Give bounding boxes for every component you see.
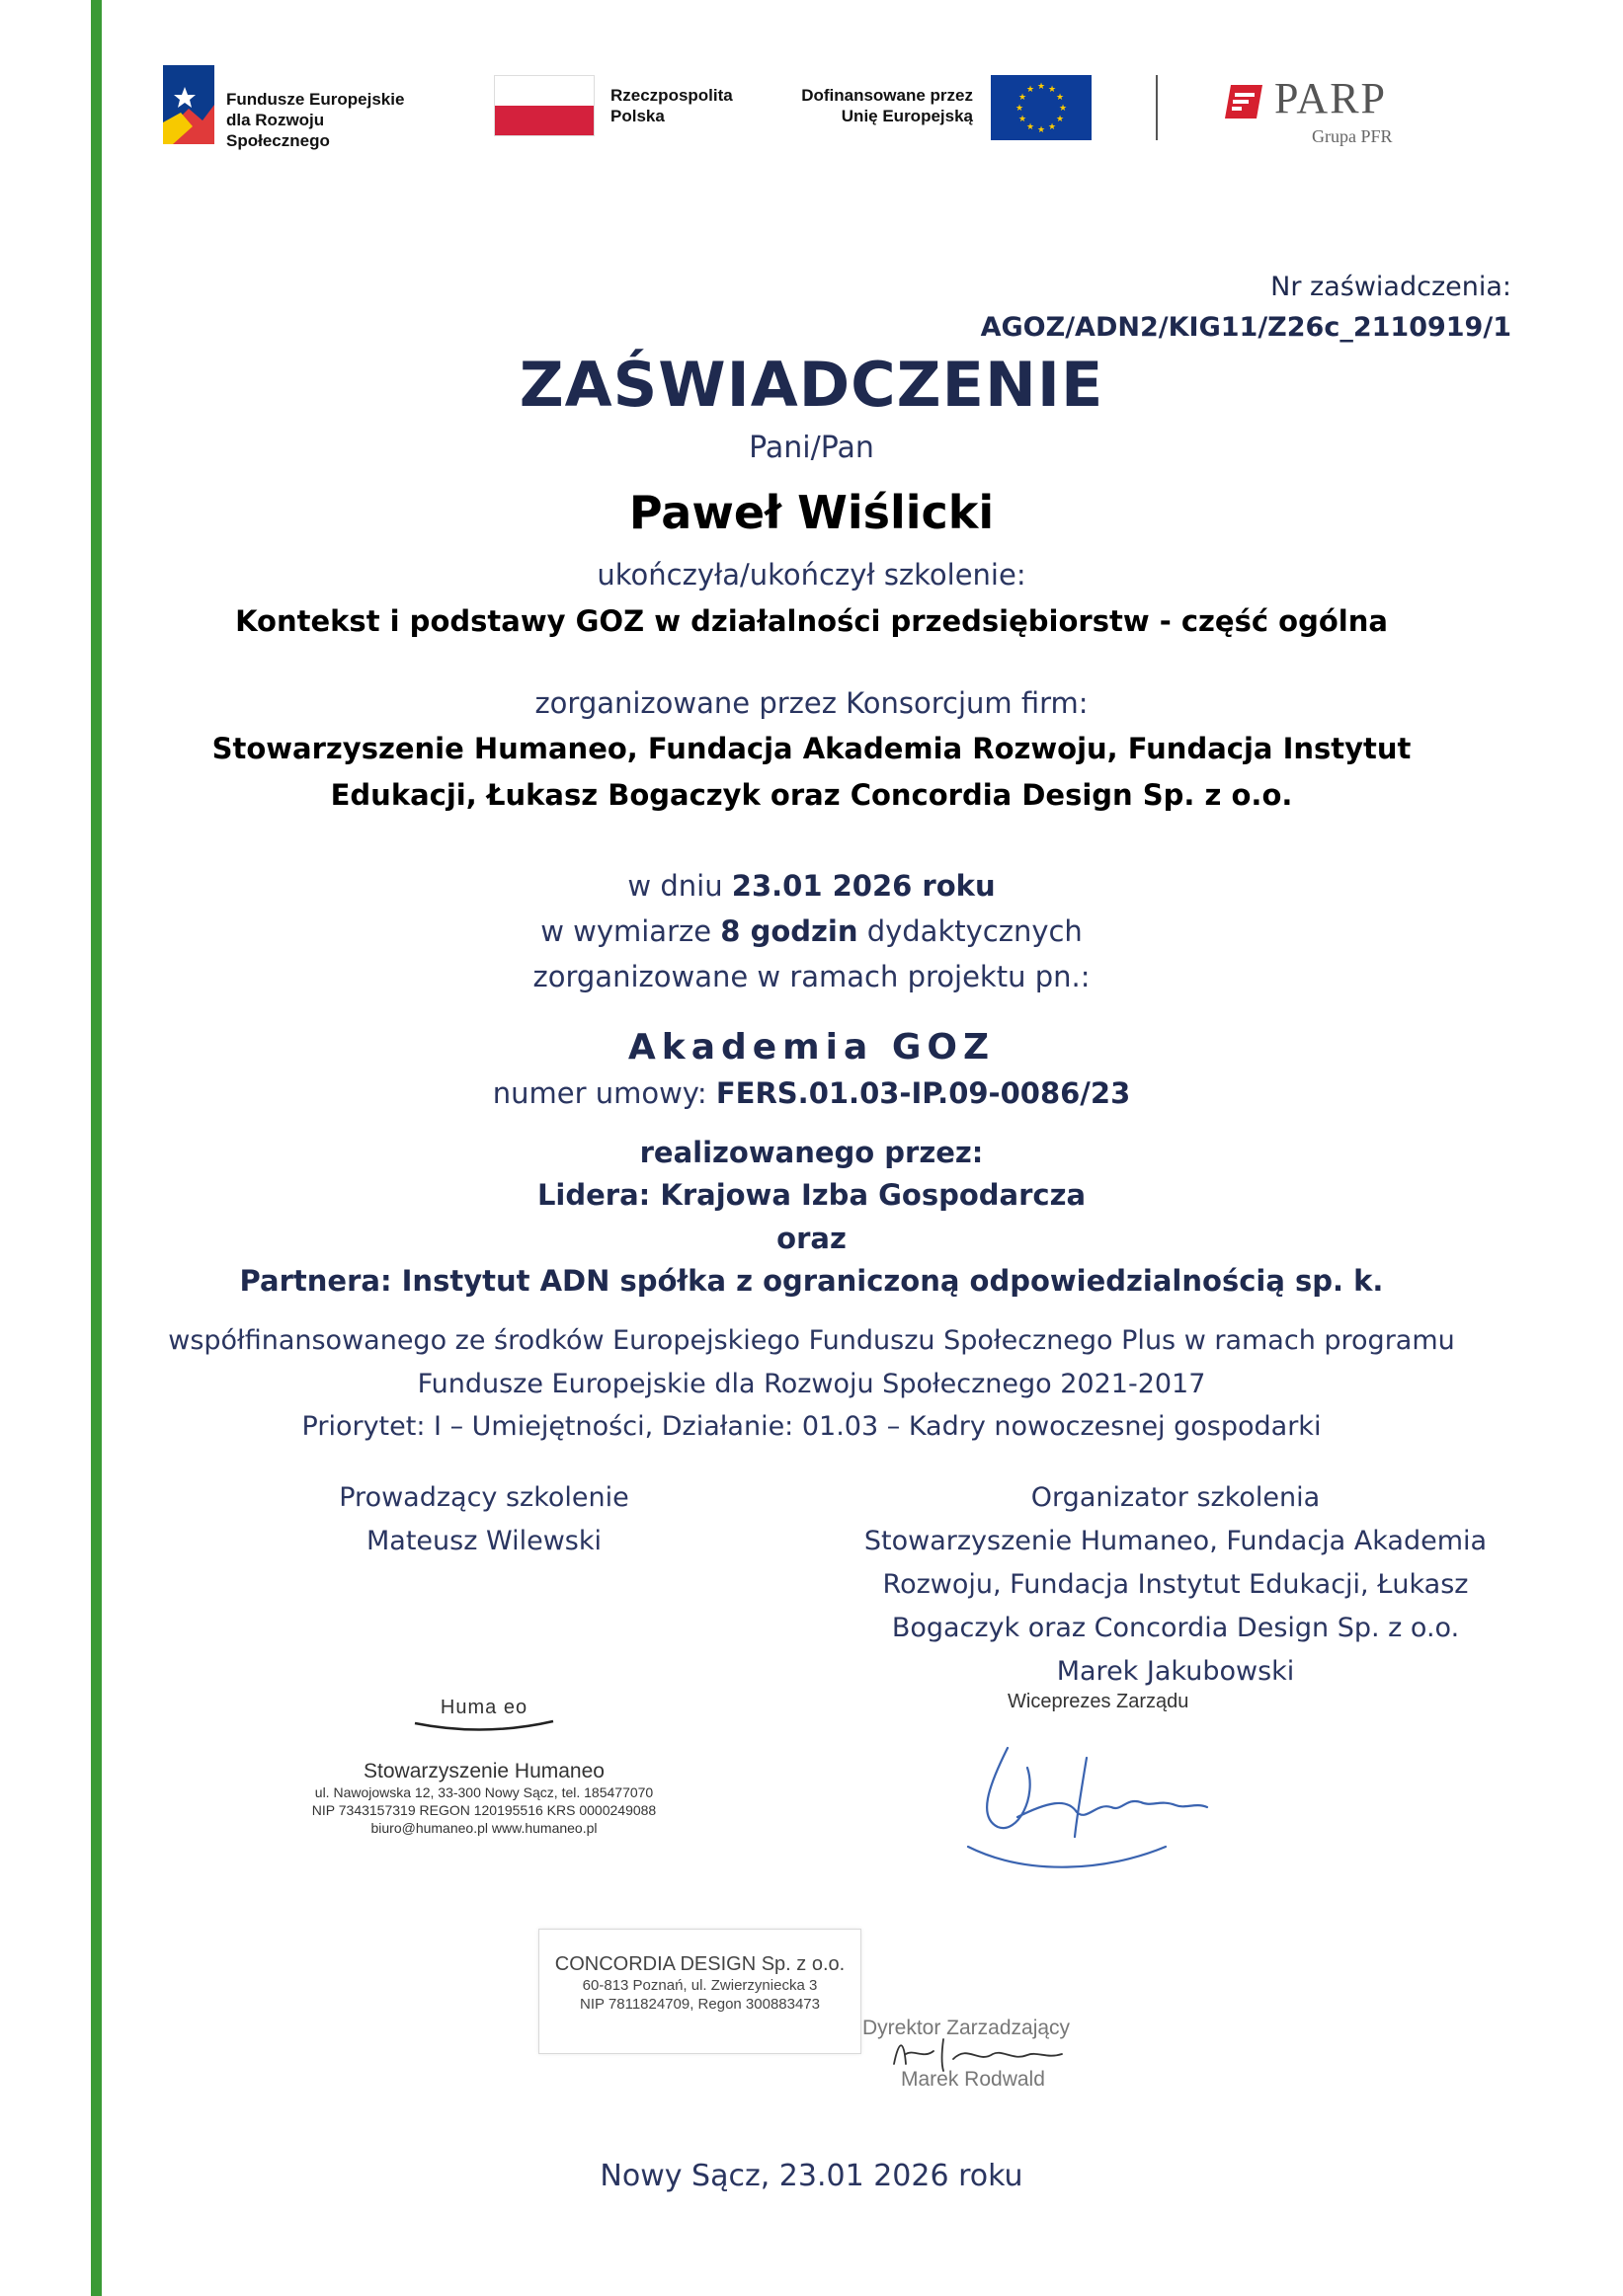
certificate-title: ZAŚWIADCZENIE [519, 349, 1104, 421]
training-title: Kontekst i podstawy GOZ w działalności przedsiębiorstw - część ogólna [235, 604, 1388, 638]
date-prefix: w dniu [627, 869, 723, 903]
humaneo-address: ul. Nawojowska 12, 33-300 Nowy Sącz, tel. 185477070 [314, 1784, 654, 1800]
trainer-label: Prowadzący szkolenie [339, 1482, 629, 1513]
svg-text:★: ★ [1047, 122, 1057, 132]
humaneo-name: Stowarzyszenie Humaneo [364, 1760, 605, 1782]
hours-suffix: dydaktycznych [866, 914, 1083, 948]
humaneo-ids: NIP 7343157319 REGON 120195516 KRS 0000249088 [311, 1802, 657, 1818]
consortium-line2: Edukacji, Łukasz Bogaczyk oraz Concordia Design Sp. z o.o. [330, 778, 1293, 812]
hours-prefix: w wymiarze [540, 914, 712, 948]
rp-line1: Rzeczpospolita [610, 86, 733, 105]
organizer-person: Marek Jakubowski [1056, 1656, 1295, 1687]
svg-text:★: ★ [1036, 125, 1046, 135]
director-label: Dyrektor Zarzadzający [862, 2017, 1071, 2039]
hours-line [99, 914, 1524, 948]
ue-line1: Dofinansowane przez [801, 86, 973, 105]
organized-by-text: zorganizowane przez Konsorcjum firm: [534, 686, 1089, 720]
director-name: Marek Rodwald [901, 2068, 1045, 2091]
parp-mark-icon [1225, 85, 1262, 119]
humaneo-swoosh-icon [410, 1719, 558, 1733]
vice-president-label: Wiceprezes Zarządu [1008, 1691, 1189, 1712]
contract-line [99, 1076, 1524, 1110]
and-text: oraz [776, 1222, 847, 1255]
organizer-block [830, 1476, 1521, 1694]
svg-text:★: ★ [1055, 93, 1065, 103]
svg-text:★: ★ [1014, 104, 1024, 114]
svg-text:★: ★ [1017, 93, 1027, 103]
trainer-block [286, 1476, 682, 1563]
training-date: 23.01 2026 roku [731, 869, 996, 903]
salutation: Pani/Pan [749, 431, 874, 465]
svg-text:★: ★ [1017, 115, 1027, 124]
logo-strip [0, 59, 1623, 168]
organizer-line1: Stowarzyszenie Humaneo, Fundacja Akademia [863, 1526, 1488, 1556]
svg-text:★: ★ [1025, 85, 1035, 95]
eu-funding-logo [785, 75, 1092, 140]
project-name: Akademia GOZ [627, 1027, 996, 1068]
certificate-number-label: Nr zaświadczenia: [1270, 272, 1511, 302]
contract-prefix: numer umowy: [492, 1076, 707, 1110]
concordia-address: 60-813 Poznań, ul. Zwierzyniecka 3 [582, 1977, 818, 1994]
fundusze-europejskie-logo [163, 63, 430, 150]
rp-line2: Polska [610, 107, 665, 125]
partner: Partnera: Instytut ADN spółka z ograniczoną odpowiedzialnością sp. k. [239, 1264, 1384, 1298]
svg-text:★: ★ [1047, 85, 1057, 95]
ue-line2: Unię Europejską [841, 107, 973, 125]
fe-mark-icon [163, 65, 214, 144]
concordia-stamp [538, 1929, 861, 2054]
humaneo-stamp [296, 1679, 672, 1837]
humaneo-logo: Huma eo [440, 1697, 528, 1718]
completed-text: ukończyła/ukończył szkolenie: [597, 558, 1026, 592]
funding-line2: Fundusze Europejskie dla Rozwoju Społecznego 2021-2017 [417, 1369, 1206, 1399]
consortium-line1: Stowarzyszenie Humaneo, Fundacja Akademia Rozwoju, Fundacja Instytut [211, 732, 1412, 765]
certificate-number: AGOZ/ADN2/KIG11/Z26c_2110919/1 [980, 312, 1511, 343]
realized-by: realizowanego przez: [639, 1136, 984, 1169]
fe-line1: Fundusze Europejskie [226, 90, 405, 109]
organizer-label: Organizator szkolenia [1030, 1482, 1321, 1513]
organizer-line2: Rozwoju, Fundacja Instytut Edukacji, Łukasz [882, 1569, 1469, 1600]
concordia-ids: NIP 7811824709, Regon 300883473 [580, 1996, 820, 2013]
place-and-date: Nowy Sącz, 23.01 2026 roku [600, 2159, 1023, 2193]
organizer-line3: Bogaczyk oraz Concordia Design Sp. z o.o. [891, 1613, 1460, 1643]
rzeczpospolita-logo [494, 75, 731, 138]
humaneo-contact: biuro@humaneo.pl www.humaneo.pl [370, 1820, 598, 1836]
logo-separator [1156, 75, 1158, 140]
parp-logo [1225, 73, 1422, 152]
svg-text:★: ★ [1036, 82, 1046, 92]
contract-number: FERS.01.03-IP.09-0086/23 [715, 1076, 1131, 1110]
polish-flag-icon [494, 75, 595, 136]
trainer-name: Mateusz Wilewski [366, 1526, 602, 1556]
date-line [99, 869, 1524, 903]
fe-line2: dla Rozwoju Społecznego [226, 111, 330, 150]
svg-text:★: ★ [1025, 122, 1035, 132]
parp-subtitle: Grupa PFR [1312, 126, 1393, 146]
svg-text:★: ★ [1055, 115, 1065, 124]
project-intro: zorganizowane w ramach projektu pn.: [532, 960, 1091, 993]
funding-line3: Priorytet: I – Umiejętności, Działanie: 01.03 – Kadry nowoczesnej gospodarki [301, 1411, 1322, 1442]
concordia-name: CONCORDIA DESIGN Sp. z o.o. [554, 1953, 846, 1975]
recipient-name: Paweł Wiślicki [628, 486, 995, 539]
vice-president-signature [948, 1708, 1245, 1876]
svg-text:★: ★ [1058, 104, 1068, 114]
training-hours: 8 godzin [720, 914, 858, 948]
funding-line1: współfinansowanego ze środków Europejskiego Funduszu Społecznego Plus w ramach programu [168, 1325, 1455, 1356]
parp-word: PARP [1274, 74, 1388, 122]
leader: Lidera: Krajowa Izba Gospodarcza [536, 1178, 1087, 1212]
eu-flag-icon [991, 75, 1092, 140]
